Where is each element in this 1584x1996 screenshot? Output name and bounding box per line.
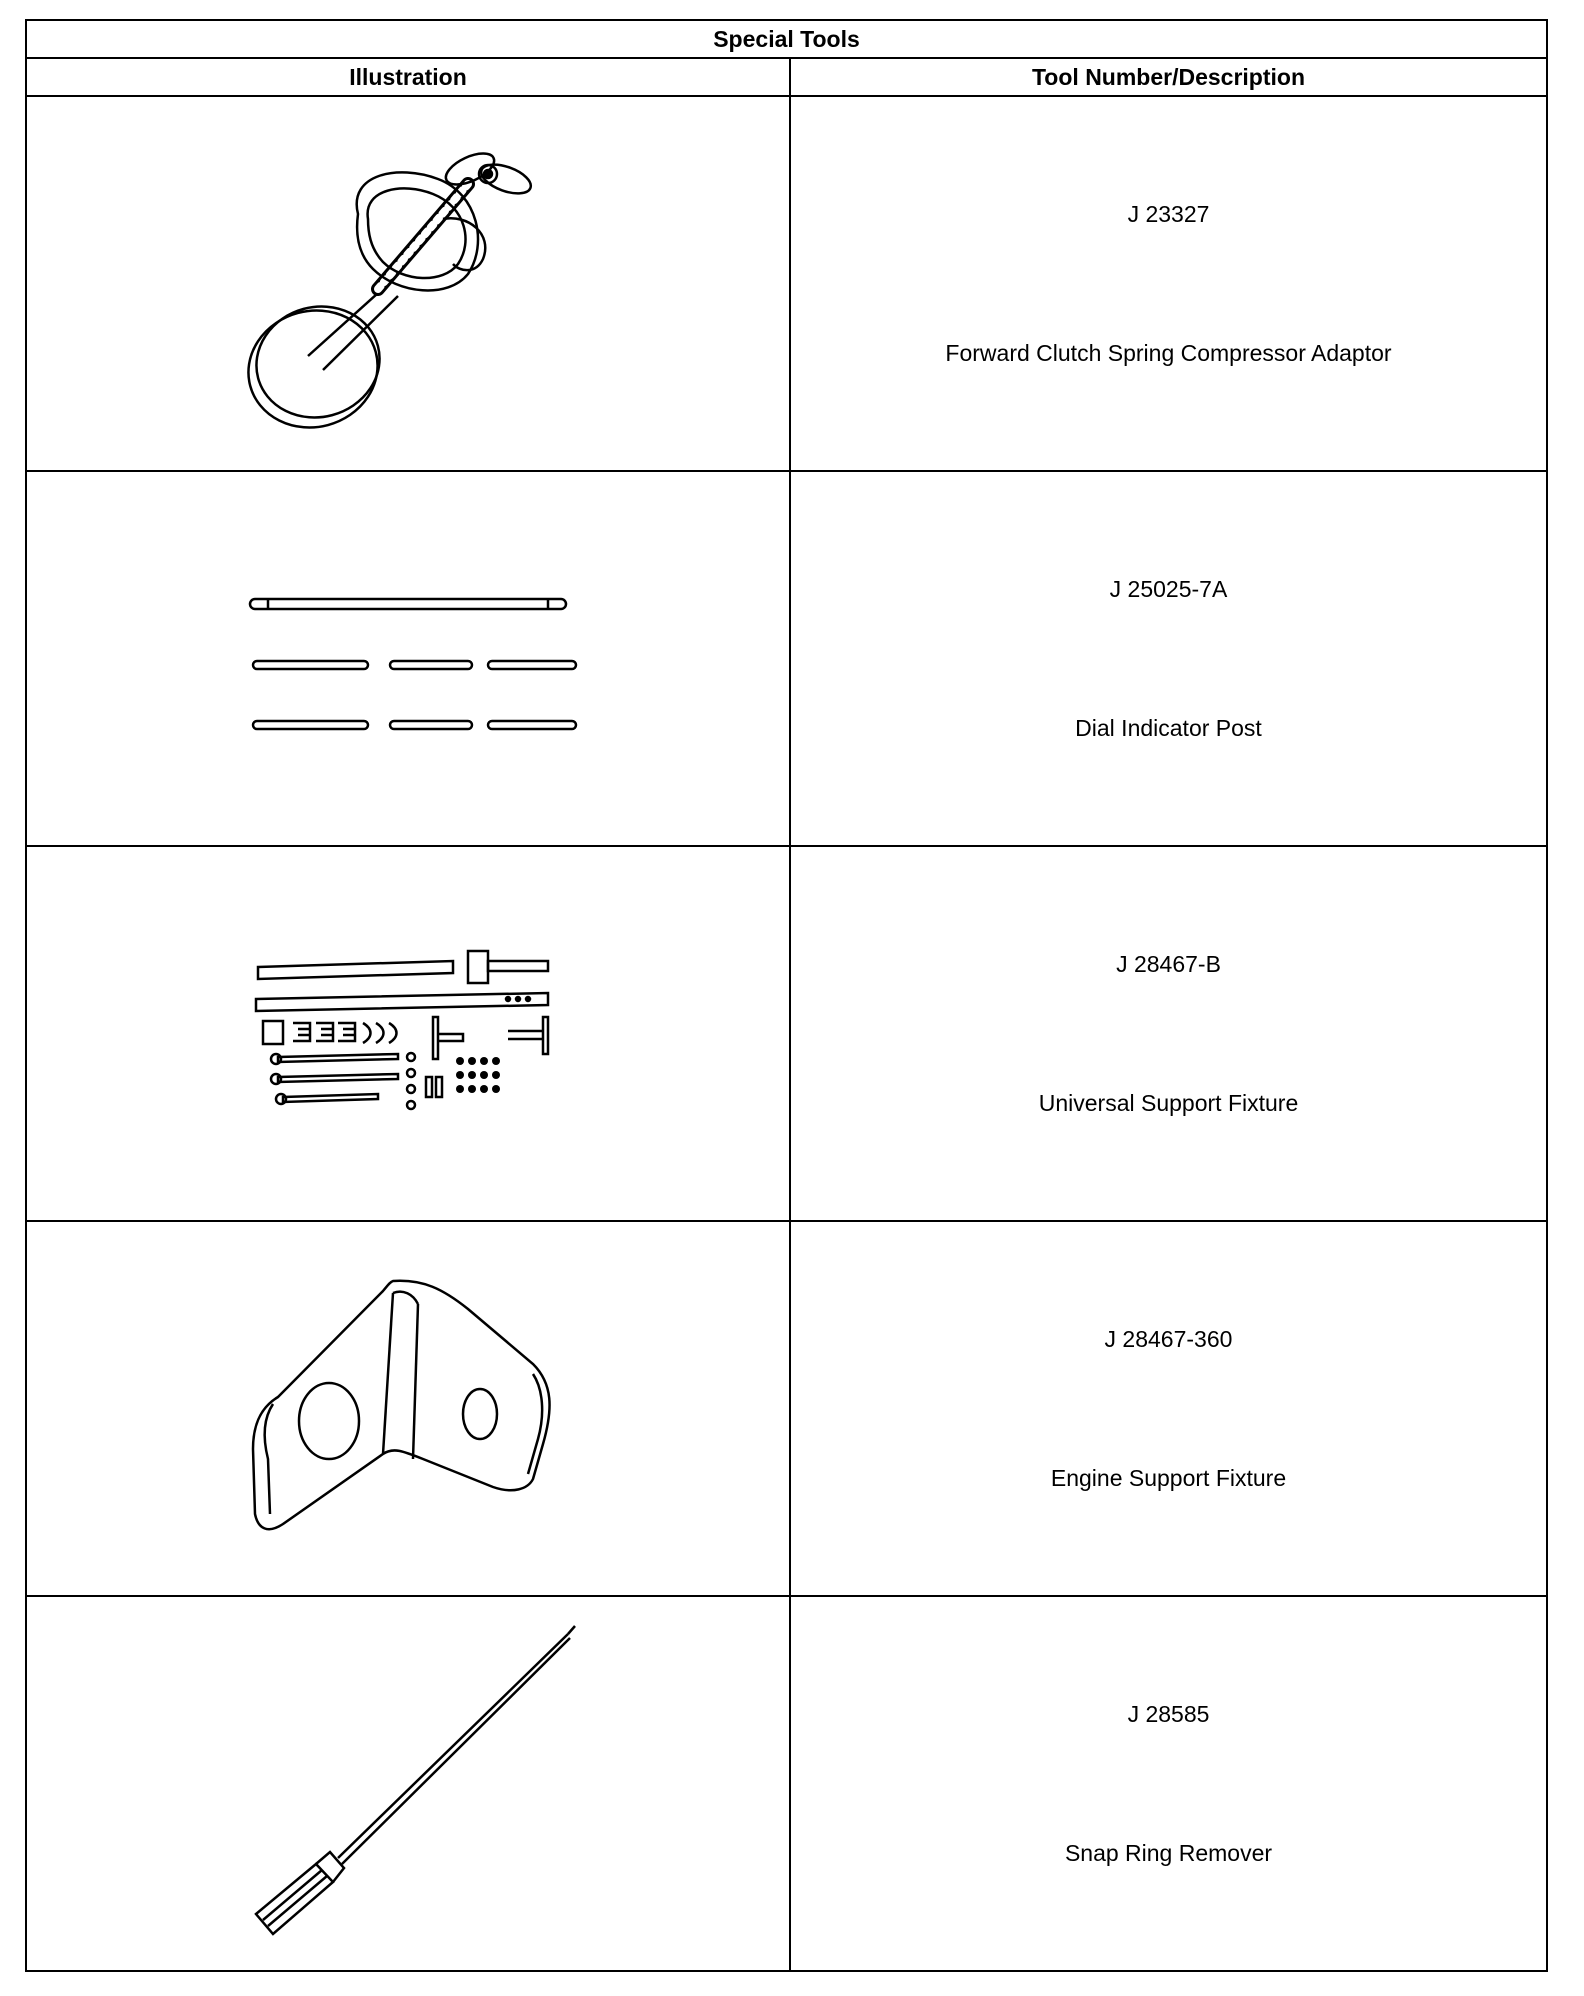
table-row (26, 846, 1547, 1221)
engine-support-bracket-icon (243, 1279, 573, 1539)
tool-number: J 28585 (1127, 1700, 1210, 1727)
table-title: Special Tools (26, 20, 1547, 58)
tool-number: J 28467-B (1116, 950, 1221, 977)
table-row (26, 1596, 1547, 1971)
column-header-illustration: Illustration (26, 58, 790, 96)
table-row (26, 96, 1547, 471)
dial-indicator-post-icon (238, 579, 578, 739)
spring-compressor-adaptor-icon (238, 124, 578, 444)
tool-description: Engine Support Fixture (1050, 1464, 1287, 1491)
tool-description: Forward Clutch Spring Compressor Adaptor (945, 339, 1392, 366)
table-row (26, 471, 1547, 846)
universal-support-fixture-icon (248, 949, 568, 1119)
description-cell (790, 846, 1547, 1221)
column-header-description: Tool Number/Description (790, 58, 1547, 96)
tool-description: Universal Support Fixture (1038, 1089, 1299, 1116)
tool-description: Snap Ring Remover (1064, 1839, 1273, 1866)
illustration-cell (26, 1596, 790, 1971)
illustration-cell (26, 96, 790, 471)
illustration-cell (26, 471, 790, 846)
snap-ring-remover-icon (238, 1624, 578, 1944)
illustration-cell (26, 1221, 790, 1596)
description-cell (790, 96, 1547, 471)
special-tools-table (25, 19, 1548, 1972)
table-row (26, 1221, 1547, 1596)
tool-number: J 28467-360 (1104, 1325, 1233, 1352)
description-cell (790, 1596, 1547, 1971)
illustration-cell (26, 846, 790, 1221)
tool-number: J 23327 (1127, 200, 1210, 227)
description-cell (790, 1221, 1547, 1596)
tool-description: Dial Indicator Post (1075, 714, 1262, 741)
description-cell (790, 471, 1547, 846)
tool-number: J 25025-7A (1109, 575, 1228, 602)
